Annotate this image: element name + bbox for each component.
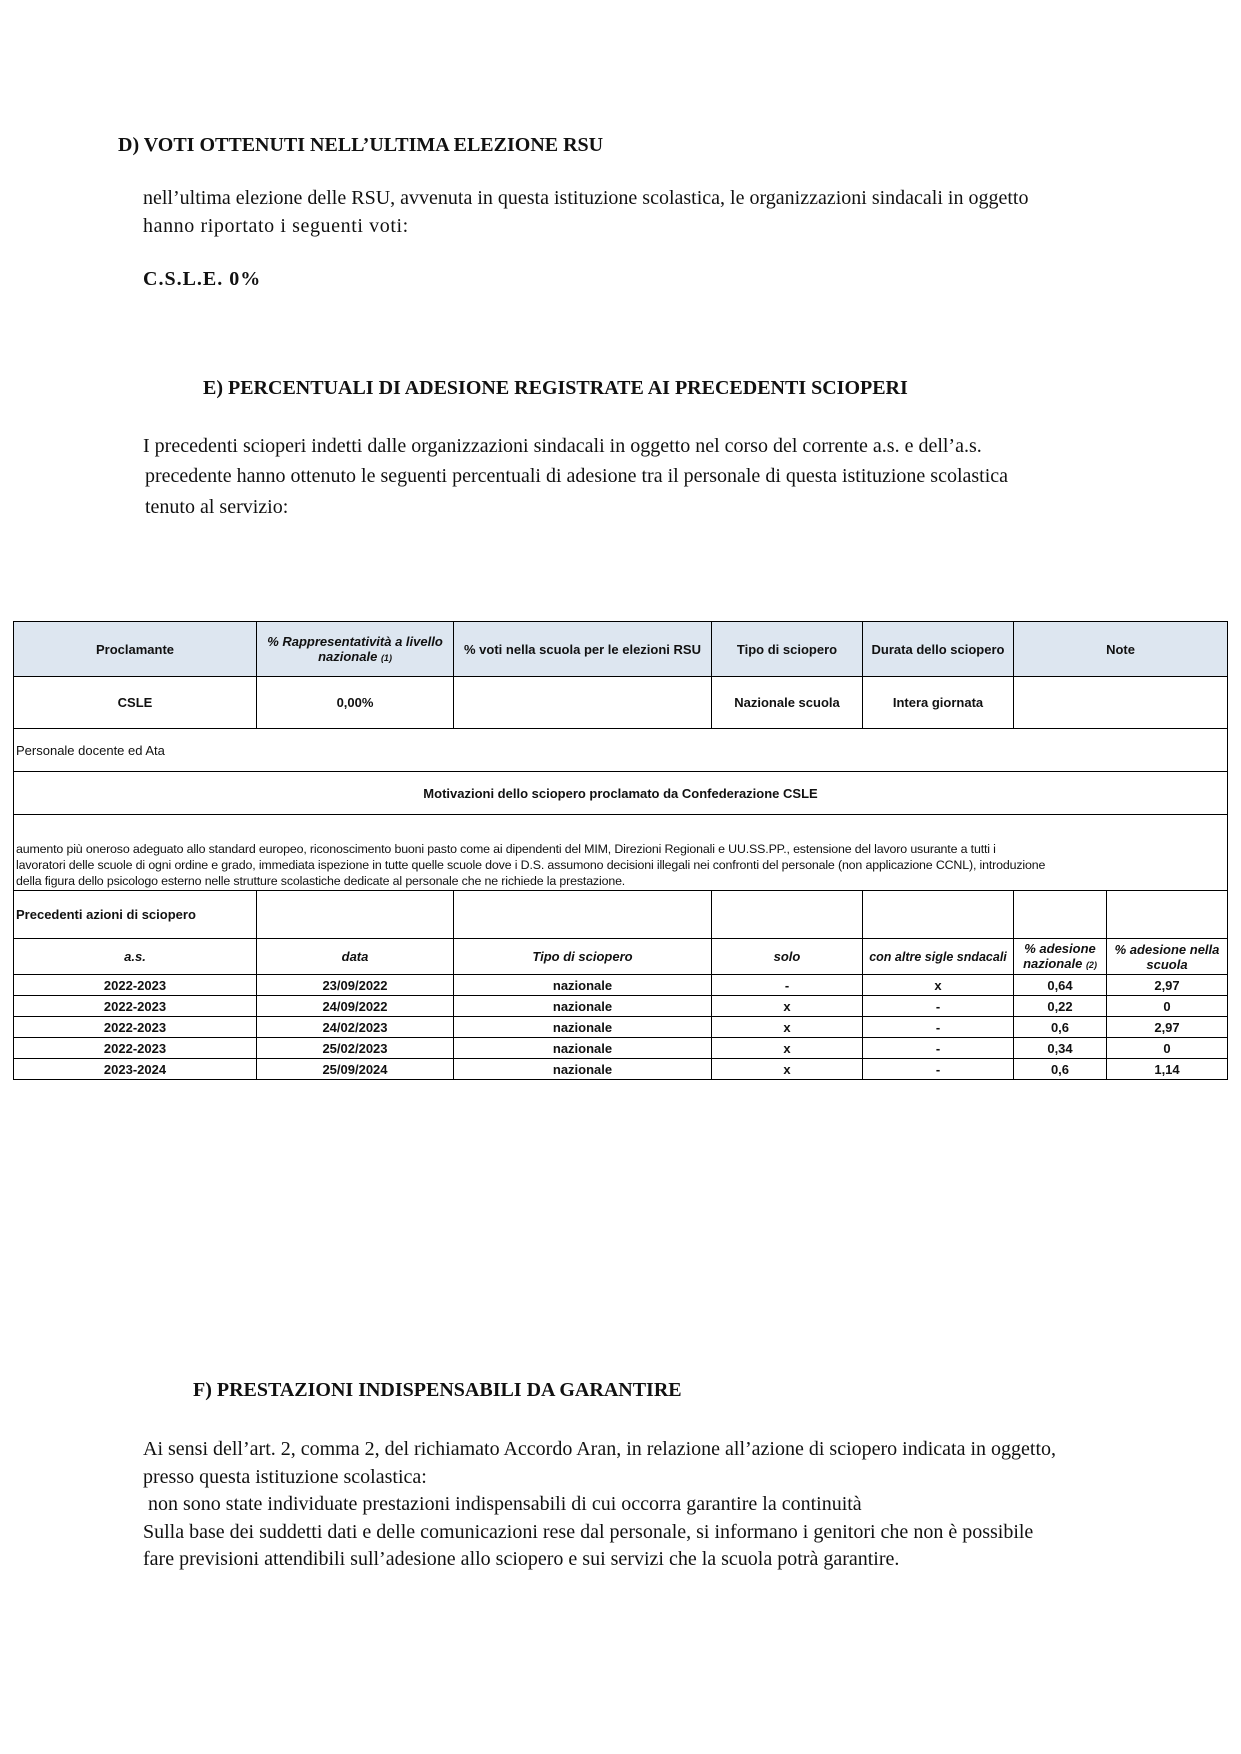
- section-e-line-1: I precedenti scioperi indetti dalle organizzazioni sindacali in oggetto nel corso del corrente a.s. e dell’a.s.: [143, 435, 982, 457]
- section-d-result: C.S.L.E. 0%: [143, 268, 262, 290]
- motivazioni-title-row: [14, 772, 1228, 815]
- header-note: Note: [1014, 622, 1228, 677]
- row-adesione-scuola: 0: [1107, 996, 1228, 1017]
- table-header-row: [14, 622, 1228, 677]
- row-tipo: nazionale: [454, 1038, 712, 1059]
- cell-voti-rsu: [454, 677, 712, 729]
- section-f-title: F) PRESTAZIONI INDISPENSABILI DA GARANTIRE: [193, 1379, 682, 1401]
- row-altre: -: [863, 1017, 1014, 1038]
- subheader-adesione-nazionale: % adesione nazionale (2): [1014, 939, 1107, 975]
- header-proclamante: Proclamante: [14, 622, 257, 677]
- precedenti-empty-5: [1014, 891, 1107, 939]
- personale-row: [14, 729, 1228, 772]
- subheader-as: a.s.: [14, 939, 257, 975]
- row-as: 2022-2023: [14, 975, 257, 996]
- cell-tipo: Nazionale scuola: [712, 677, 863, 729]
- row-adesione-nazionale: 0,34: [1014, 1038, 1107, 1059]
- header-voti-rsu: % voti nella scuola per le elezioni RSU: [454, 622, 712, 677]
- row-data: 25/02/2023: [257, 1038, 454, 1059]
- section-f-line-5: fare previsioni attendibili sull’adesione allo sciopero e sui servizi che la scuola potrà garantire.: [143, 1548, 900, 1570]
- row-adesione-nazionale: 0,22: [1014, 996, 1107, 1017]
- main-strike-row: [14, 677, 1228, 729]
- precedenti-empty-3: [712, 891, 863, 939]
- row-adesione-scuola: 0: [1107, 1038, 1228, 1059]
- section-f-line-3: non sono state individuate prestazioni indispensabili di cui occorra garantire la continuità: [143, 1493, 862, 1515]
- subheader-tipo: Tipo di sciopero: [454, 939, 712, 975]
- row-solo: x: [712, 1017, 863, 1038]
- table-row: [14, 1017, 1228, 1038]
- row-tipo: nazionale: [454, 975, 712, 996]
- section-f-line-1: Ai sensi dell’art. 2, comma 2, del richiamato Accordo Aran, in relazione all’azione di sciopero indicata in oggetto,: [143, 1438, 1057, 1460]
- section-e-title: E) PERCENTUALI DI ADESIONE REGISTRATE AI PRECEDENTI SCIOPERI: [203, 377, 908, 399]
- motivazioni-text-row: [14, 815, 1228, 891]
- section-f-line-4: Sulla base dei suddetti dati e delle comunicazioni rese dal personale, si informano i genitori che non è possibile: [143, 1521, 1034, 1543]
- header-rappresentativita: % Rappresentatività a livello nazionale (1): [257, 622, 454, 677]
- row-solo: -: [712, 975, 863, 996]
- row-adesione-scuola: 1,14: [1107, 1059, 1228, 1080]
- row-solo: x: [712, 1059, 863, 1080]
- precedenti-empty-6: [1107, 891, 1228, 939]
- cell-durata: Intera giornata: [863, 677, 1014, 729]
- row-solo: x: [712, 996, 863, 1017]
- subheader-solo: solo: [712, 939, 863, 975]
- row-tipo: nazionale: [454, 1059, 712, 1080]
- section-e-line-2: precedente hanno ottenuto le seguenti percentuali di adesione tra il personale di questa istituzione scolastica: [145, 465, 1009, 487]
- row-tipo: nazionale: [454, 1017, 712, 1038]
- row-adesione-nazionale: 0,6: [1014, 1059, 1107, 1080]
- row-as: 2023-2024: [14, 1059, 257, 1080]
- row-adesione-nazionale: 0,6: [1014, 1017, 1107, 1038]
- section-d-line-2: hanno riportato i seguenti voti:: [143, 215, 409, 237]
- cell-note: [1014, 677, 1228, 729]
- section-d-line-1: nell’ultima elezione delle RSU, avvenuta in questa istituzione scolastica, le organizzazioni sindacali in oggetto: [143, 187, 1029, 209]
- precedenti-empty-4: [863, 891, 1014, 939]
- section-f-line-2: presso questa istituzione scolastica:: [143, 1466, 427, 1488]
- precedenti-label: Precedenti azioni di sciopero: [14, 891, 257, 939]
- row-data: 24/09/2022: [257, 996, 454, 1017]
- table-row: [14, 975, 1228, 996]
- subheader-altre: con altre sigle sndacali: [863, 939, 1014, 975]
- row-adesione-scuola: 2,97: [1107, 975, 1228, 996]
- row-altre: -: [863, 996, 1014, 1017]
- cell-rappresentativita: 0,00%: [257, 677, 454, 729]
- table-row: [14, 1038, 1228, 1059]
- row-as: 2022-2023: [14, 996, 257, 1017]
- row-as: 2022-2023: [14, 1038, 257, 1059]
- table-row: [14, 996, 1228, 1017]
- precedenti-row: [14, 891, 1228, 939]
- subheader-adesione-scuola: % adesione nella scuola: [1107, 939, 1228, 975]
- table-row: [14, 1059, 1228, 1080]
- section-e-line-3: tenuto al servizio:: [145, 496, 289, 518]
- strikes-table: [13, 621, 1228, 1080]
- subheader-row: [14, 939, 1228, 975]
- subheader-data: data: [257, 939, 454, 975]
- row-data: 24/02/2023: [257, 1017, 454, 1038]
- row-adesione-nazionale: 0,64: [1014, 975, 1107, 996]
- row-altre: -: [863, 1038, 1014, 1059]
- personale-cell: Personale docente ed Ata: [14, 729, 1228, 772]
- header-tipo: Tipo di sciopero: [712, 622, 863, 677]
- row-tipo: nazionale: [454, 996, 712, 1017]
- row-altre: x: [863, 975, 1014, 996]
- header-durata: Durata dello sciopero: [863, 622, 1014, 677]
- motivazioni-text: aumento più oneroso adeguato allo standard europeo, riconoscimento buoni pasto come ai dipendenti del MIM, Direzioni Regionali e UU.SS.PP., estensione del lavoro usurante a tutti i lavoratori delle scuole di ogni ordine e grado, immediata ispezione in tutte quelle scuole dove i D.S. assumono decisioni illegali nei confronti del personale (non applicazione CCNL), introduzione della figura dello psicologo esterno nelle strutture scolastiche dedicate al personale che ne richiede la prestazione.: [14, 815, 1228, 891]
- row-solo: x: [712, 1038, 863, 1059]
- row-data: 25/09/2024: [257, 1059, 454, 1080]
- precedenti-empty-2: [454, 891, 712, 939]
- row-adesione-scuola: 2,97: [1107, 1017, 1228, 1038]
- precedenti-empty-1: [257, 891, 454, 939]
- row-altre: -: [863, 1059, 1014, 1080]
- row-data: 23/09/2022: [257, 975, 454, 996]
- cell-proclamante: CSLE: [14, 677, 257, 729]
- section-d-title: D) VOTI OTTENUTI NELL’ULTIMA ELEZIONE RSU: [118, 134, 604, 156]
- motivazioni-title: Motivazioni dello sciopero proclamato da Confederazione CSLE: [14, 772, 1228, 815]
- row-as: 2022-2023: [14, 1017, 257, 1038]
